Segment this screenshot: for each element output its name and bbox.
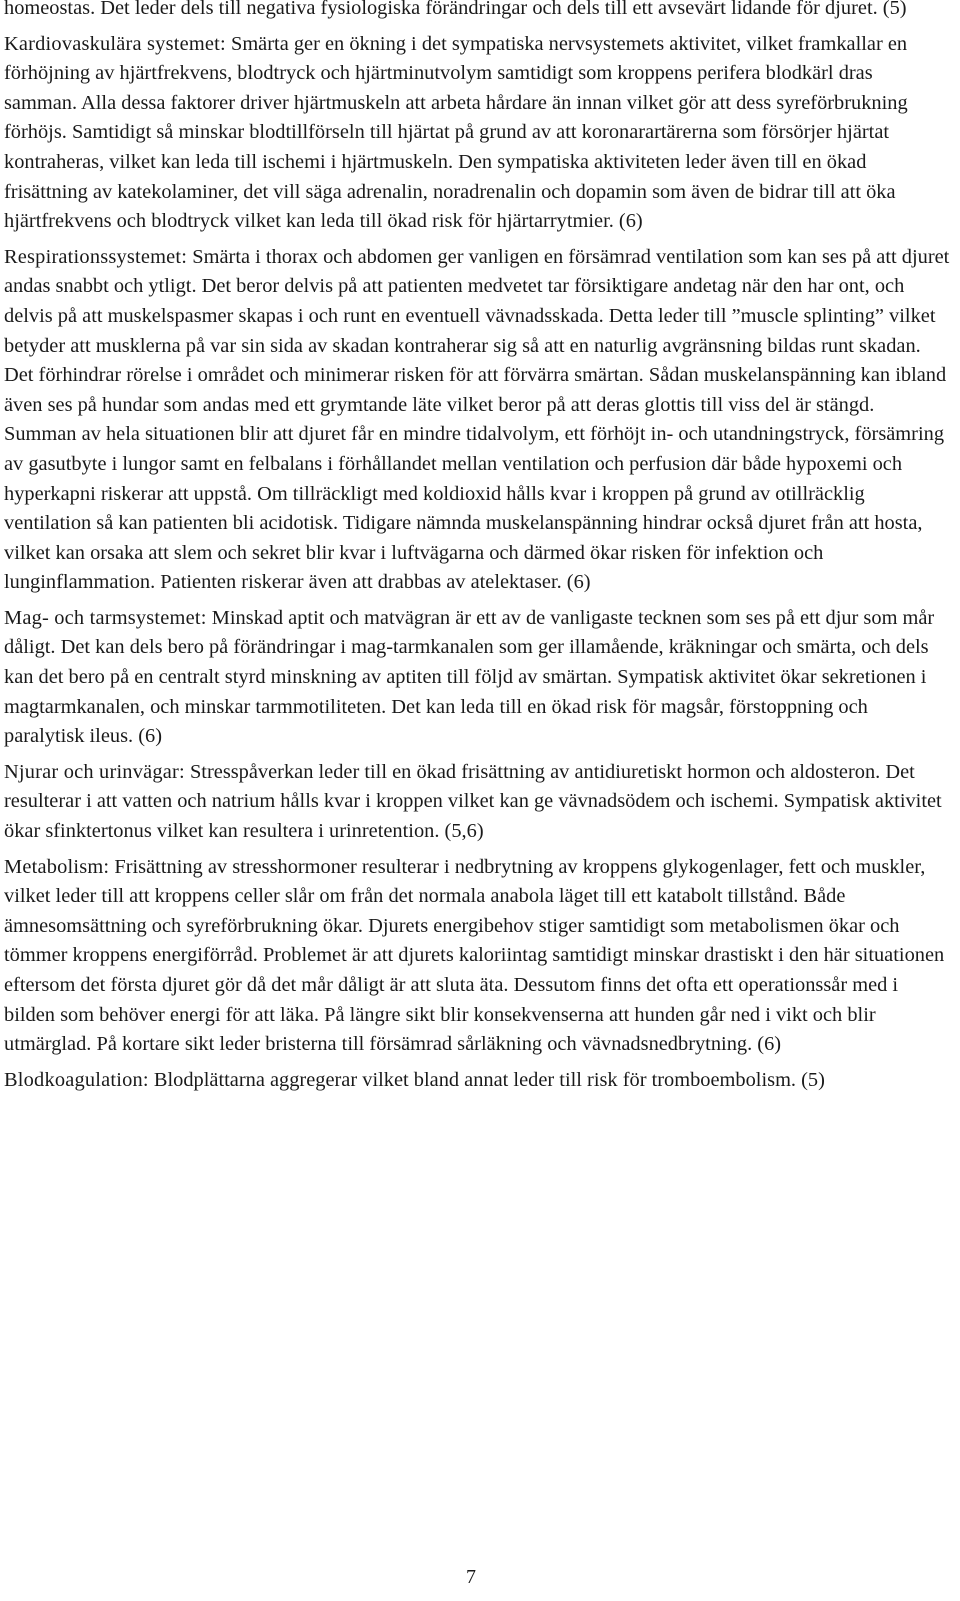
- section-heading: Njurar och urinvägar:: [4, 760, 185, 783]
- section-gastrointestinal: [4, 604, 950, 752]
- section-urinary: [4, 758, 950, 847]
- section-heading: Blodkoagulation:: [4, 1068, 149, 1091]
- section-heading: Metabolism:: [4, 855, 110, 878]
- section-body: Frisättning av stresshormoner resulterar i nedbrytning av kroppens glykogenlager, fett och muskler, vilket leder till att kroppens celler slår om från det normala anabola läget till ett katabolt tillstånd. Både ämnesomsättning och syreförbrukning ökar. Djurets energibehov stiger samtidigt som metabolismen ökar och tömmer kroppens energiförråd. Problemet är att djurets kaloriintag samtidigt minskar drastiskt i den här situationen eftersom det första djuret gör då det mår dåligt är att sluta äta. Dessutom finns det ofta ett operationssår med i bilden som behöver energi för att läka. På längre sikt blir konsekvenserna att hunden går ned i vikt och blir utmärglad. På kortare sikt leder bristerna till försämrad sårläkning och vävnadsnedbrytning. (6): [4, 855, 945, 1056]
- section-cardiovascular: [4, 30, 950, 237]
- section-heading: Kardiovaskulära systemet:: [4, 32, 226, 55]
- section-metabolism: [4, 853, 950, 1060]
- section-body: Stresspåverkan leder till en ökad frisättning av antidiuretiskt hormon och aldosteron. Det resulterar i att vatten och natrium hålls kvar i kroppen vilket kan ge vävnadsödem och ischemi. Sympatisk aktivitet ökar sfinktertonus vilket kan resultera i urinretention. (5,6): [4, 760, 942, 843]
- section-body: Smärta i thorax och abdomen ger vanligen en försämrad ventilation som kan ses på att djuret andas snabbt och ytligt. Det beror delvis på att patienten medvetet tar försiktigare andetag när den har ont, och delvis på att muskelspasmer skapas i och runt en eventuell vävnadsskada. Detta leder till ”muscle splinting” vilket betyder att musklerna på var sin sida av skadan kontraherar sig så att en naturlig avgränsning bildas runt skadan. Det förhindrar rörelse i området och minimerar risken för att förvärra smärtan. Sådan muskelanspänning kan ibland även ses på hundar som andas med ett grymtande läte vilket beror på att deras glottis till viss del är stängd. Summan av hela situationen blir att djuret får en mindre tidalvolym, ett förhöjt in- och utandningstryck, försämring av gasutbyte i lungor samt en felbalans i förhållandet mellan ventilation och perfusion där både hypoxemi och hyperkapni riskerar att uppstå. Om tillräckligt med koldioxid hålls kvar i kroppen på grund av otillräcklig ventilation så kan patienten bli acidotisk. Tidigare nämnda muskelanspänning hindrar också djuret från att hosta, vilket kan orsaka att slem och sekret blir kvar i luftvägarna och därmed ökar risken för infektion och lunginflammation. Patienten riskerar även att drabbas av atelektaser. (6): [4, 245, 950, 594]
- intro-text: homeostas. Det leder dels till negativa fysiologiska förändringar och dels till ett avsevärt lidande för djuret. (5): [4, 0, 907, 19]
- body-text: [4, 0, 950, 1101]
- page-number: 7: [466, 1566, 476, 1588]
- section-heading: Respirationssystemet:: [4, 245, 188, 268]
- section-body: Smärta ger en ökning i det sympatiska nervsystemets aktivitet, vilket framkallar en förhöjning av hjärtfrekvens, blodtryck och hjärtminutvolym samtidigt som kroppens perifera blodkärl dras samman. Alla dessa faktorer driver hjärtmuskeln att arbeta hårdare än innan vilket gör att dess syreförbrukning förhöjs. Samtidigt så minskar blodtillförseln till hjärtat på grund av att koronarartärerna som försörjer hjärtat kontraheras, vilket kan leda till ischemi i hjärtmuskeln. Den sympatiska aktiviteten leder även till en ökad frisättning av katekolaminer, det vill säga adrenalin, noradrenalin och dopamin som även de bidrar till att öka hjärtfrekvens och blodtryck vilket kan leda till ökad risk för hjärtarrytmier. (6): [4, 32, 908, 233]
- intro-paragraph: [4, 0, 950, 24]
- section-body: Blodplättarna aggregerar vilket bland annat leder till risk för tromboembolism. (5): [153, 1068, 825, 1091]
- section-coagulation: [4, 1066, 950, 1096]
- section-respiratory: [4, 243, 950, 598]
- section-heading: Mag- och tarmsystemet:: [4, 606, 207, 629]
- section-body: Minskad aptit och matvägran är ett av de vanligaste tecknen som ses på ett djur som mår dåligt. Det kan dels bero på förändringar i mag-tarmkanalen som ger illamående, kräkningar och smärta, och dels kan det bero på en centralt styrd minskning av aptiten till följd av smärtan. Sympatisk aktivitet ökar sekretionen i magtarmkanalen, och minskar tarmmotiliteten. Det kan leda till en ökad risk för magsår, förstoppning och paralytisk ileus. (6): [4, 606, 935, 748]
